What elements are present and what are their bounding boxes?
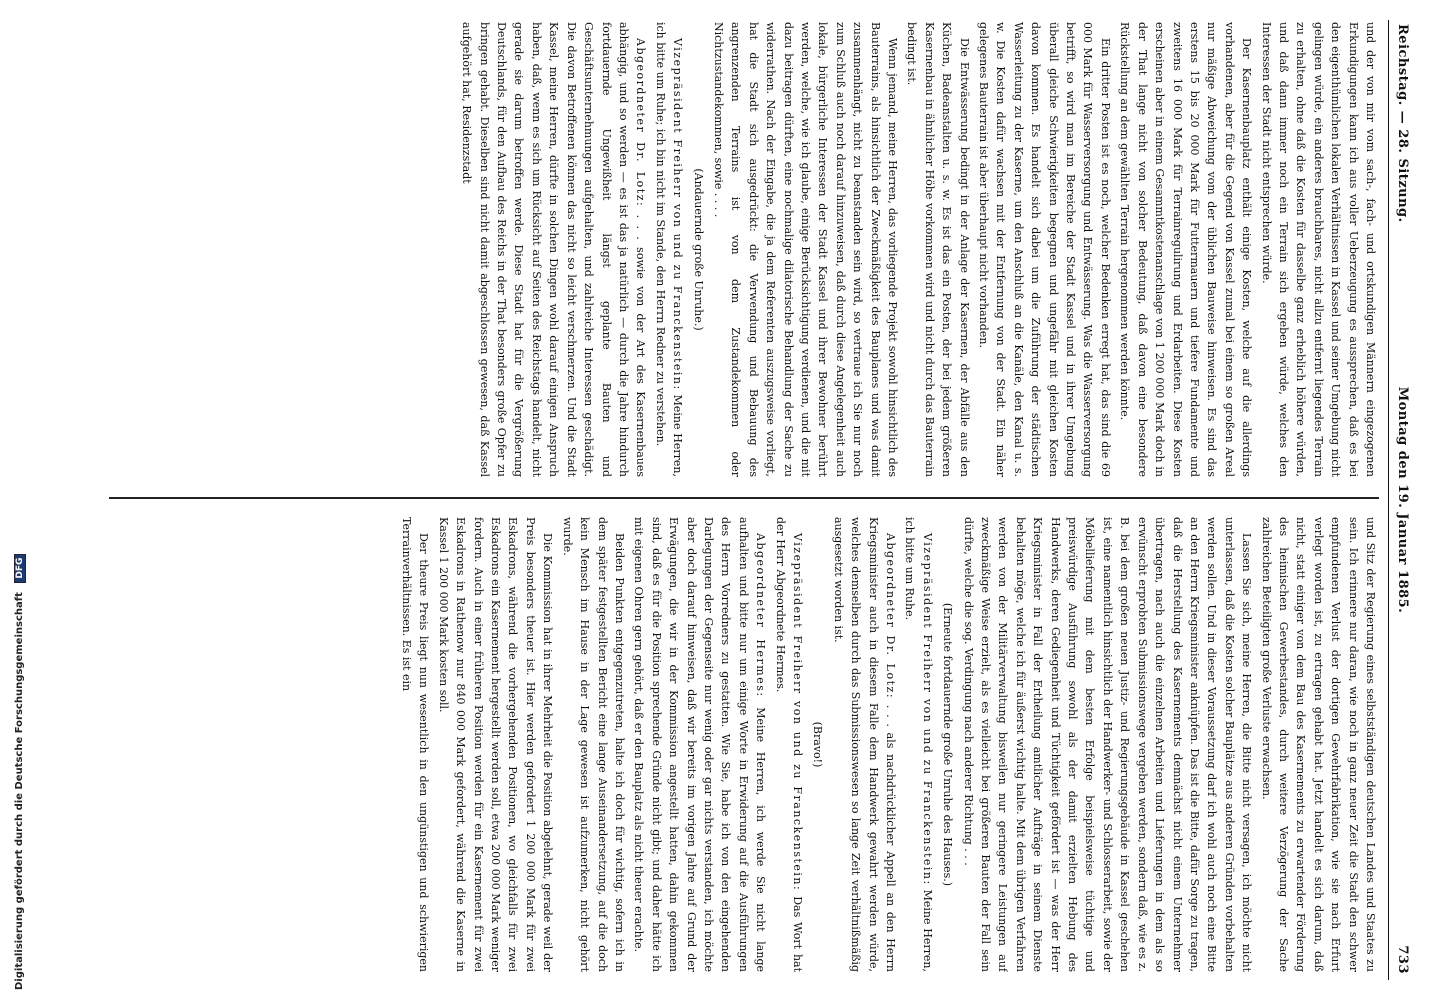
left-column	[109, 22, 1379, 477]
speech-text: . . . sowie von der Art des Kasernenbaues abhängig, und so werden — es ist das ja natürlich — durch die Jahre hindurch fortdauernde Ungewißheit längst geplante Bauten und Geschäftsunternehmungen aufgehalten, und zahlreiche Interessen geschädigt. Die davon Betroffenen können das nicht so leicht verschmerzen. Und die Stadt Kassel, meine Herren, dürfte in solchen Dingen wohl darauf einigen Anspruch haben, daß, wenn es sich um Rücksicht auf Seiten des Reichstags handelt, nicht gerade sie darum betroffen werde. Diese Stadt hat für die Vergrößerung Deutschlands, für den Aufbau des Reichs in der That besonders große Opfer zu bringen gehabt. Dieselben sind nicht damit abgeschlossen gewesen, daß Kassel aufgehört hat, Residenzstadt	[460, 22, 648, 477]
speaker-paragraph	[901, 517, 936, 972]
speaker-label: Vizepräsident Freiherr von und zu Franckenstein:	[671, 38, 685, 391]
header-date: Montag den 19. Januar 1885.	[1395, 386, 1410, 614]
paragraph: Der theure Preis liegt nun wesentlich in den ungünstigen und schwierigen Terrainverhältnissen. Es ist ein	[400, 517, 431, 972]
paragraph: und der von mir vom sach-, fach- und ortskundigen Männern eingezogenen Erkundigungen kann ich aus voller Ueberzeugung es aussprechen, daß es bei den eigenthümlichen lokalen Verhältnissen in Kassel und seiner Umgebung nicht gelingen würde, ein anderes brauchbares, nicht allzu entfernt liegendes Terrain zu erhalten, ohne daß die Kosten für dasselbe ganz erheblich höhere würden, und daß dann immer noch ein Terrain sich ergeben würde, welches den Interessen der Stadt nicht entsprechen würde.	[1259, 22, 1377, 477]
page-header	[1388, 20, 1415, 980]
speech-text: Meine Herren, ich werde Sie nicht lange aufhalten und bitte nur um einige Worte in Erwiderung auf die Ausführungen des Herrn Vorredners zu gestatten. Wie Sie, habe ich von den eingehenden Darlegungen der Gegenseite nur wenig oder gar nichts verstanden, ich möchte aber doch darauf hinweisen, daß wir bereits im vorigen Jahre auf Grund der Erwägungen, die wir in der Kommission angestellt hatten, dahin gekommen sind, daß es für die Position sprechende Gründe nicht gibt; und daher hätte ich mit eigenen Ohren gern gehört, daß er den Bauplatz als nicht theuer erachte.	[632, 517, 768, 972]
speaker-label: Vizepräsident Freiherr von und zu Franckenstein:	[920, 533, 934, 886]
speaker-label: Abgeordneter Hermes:	[754, 533, 768, 698]
speaker-paragraph	[771, 517, 806, 972]
speaker-label: Abgeordneter Dr. Lotz:	[884, 533, 898, 700]
paragraph: Der Kasernenbauplatz enthält einige Kosten, welche auf die allerdings vorhandenen, aber für die Gegend von Kassel zumal bei einem so großen Areal nur mäßige Abweichung vom der üblichen Bauweise hinweisen. Es sind das erstens 15 bis 20 000 Mark für Futtermauern und tiefere Fundamente und zweitens 16 000 Mark für Terrainregulirung und Erdarbeiten. Diese Kosten erscheinen aber in einem Gesammtkostenanschlage von 1 200 000 Mark doch in der That lange nicht von solcher Bedeutung, daß davon eine besondere Rückstellung an dem gewählten Terrain hergenommen werden könnte.	[1118, 22, 1254, 477]
right-column	[109, 517, 1379, 972]
speaker-paragraph	[829, 517, 899, 972]
dfg-logo: DFG	[14, 554, 26, 583]
speaker-paragraph	[630, 517, 769, 972]
stage-direction: (Andauernde große Unruhe.)	[691, 168, 705, 331]
paragraph: Die Entwässerung bedingt in der Anlage der Kasernen, der Abfälle aus den Küchen, Badeanstalten u. s. w. Es ist das ein Posten, der bei jedem größeren Kasernenbau in ähnlicher Höhe vorkommen wird und nicht durch das Bauterrain bedingt ist.	[905, 22, 971, 477]
footer-text-wrapper	[14, 40, 26, 990]
speech-text: Meine Herren, ich bitte um Ruhe; ich bin nicht im Stande, den Herrn Redner zu verstehen.	[653, 22, 685, 477]
paragraph: Lassen Sie sich, meine Herren, die Bitte nicht versagen, ich möchte nicht unterlassen, daß die Kosten solcher Bauplätze aus anderen Gründen vorbehalten werden sollen. Und in dieser Voraussetzung darf ich wohl auch noch eine Bitte an den Herrn Kriegsminister anknüpfen. Das ist die Bitte, dafür Sorge zu tragen, daß die Herstellung des Kasernements demnächst nicht einem Unternehmer übertragen, nach auch die einzelnen Arbeiten und Lieferungen in dem als so erwünscht erprobten Submissionswege vergeben werden, sondern daß, wie es z. B. bei dem großen neuen Justiz- und Regierungsgebäude in Kassel geschehen ist, eine namentlich hinsichtlich der Handwerker- und Schlosserarbeit, sowie der Möbellieferung mit dem besten Erfolge beispielsweise tüchtige und preiswürdige Ausführung sowohl als der damit erzielten Hebung des Handwerks, deren Gediegenheit und Tüchtigkeit gefördert ist — was der Herr Kriegsminister in Fall der Ertheilung amtlicher Aufträge in seinem Dienste behalten möge, welche ich für äußerst wichtig halte. Mit dem übrigen Verfahren werden von der Militärverwaltung bisweilen nur geringere Leistungen auf zweckmäßige Weise erzielt, als es vielleicht bei größeren Bauten der Fall sein dürfte, welche die sog. Verdingung nach anderer Richtung . . .	[961, 517, 1254, 972]
column-divider	[109, 497, 1379, 499]
paragraph: Wenn jemand, meine Herren, das vorliegende Projekt sowohl hinsichtlich des Bauterrains, als hinsichtlich der Zweckmäßigkeit des Bauplanes und was damit zusammenhängt, nicht zu beanstanden sein wird, so vertraue ich Sie nur noch zum Schluß auch noch darauf hinzuweisen, daß durch diese Angelegenheit auch lokale, bürgerliche Interessen der Stadt Kassel und ihrer Bewohner berührt werden, welche, wie ich glaube, einige Berücksichtigung verdienen, und die mit dazu beitragen dürften, eine nochmalige dilatorische Behandlung der Sache zu widerrathen. Nach der Eingabe, die ja dem Referenten auszugsweise vorliegt, hat die Stadt sich ausgedrückt: die Verwendung und Bebauung des angrenzenden Terrains ist von dem Zustandekommen oder Nichtzustandekommen, sowie . . . .	[711, 22, 900, 477]
speaker-label: Abgeordneter Dr. Lotz:	[634, 38, 648, 208]
page-number: 733	[1395, 945, 1410, 974]
speaker-paragraph	[458, 22, 649, 477]
rotated-sheet	[85, 20, 1415, 980]
footer-text: Digitalisierung gefördert durch die Deutsche Forschungsgemeinschaft	[14, 592, 25, 990]
speaker-paragraph	[651, 22, 686, 477]
stage-direction: (Erneute fortdauernde große Unruhe des Hauses.)	[941, 602, 955, 887]
paragraph: und Sitz der Regierung eines selbstständigen deutschen Landes und Staates zu sein. Ich erinnere nur daran, wie noch in ganz neuer Zeit die Stadt den schwer empfundenen Verlust der dortigen Gewehrfabrikation, wie sie nach Erfurt verlegt worden ist, zu ertragen gehabt hat. Jetzt handelt es sich darum, daß nicht, statt einiger von dem Bau des Kasernements zu erwartender Förderung des heimischen Gewerbestandes, durch weitere Verzögerung der Sache zahlreichen Beteiligten große Verluste erwachsen.	[1259, 517, 1377, 972]
stage-direction: (Bravo!)	[811, 721, 825, 768]
header-left: Reichstag. — 28. Sitzung.	[1395, 24, 1410, 223]
paragraph: Ein dritter Posten ist es noch, welcher Bedenken erregt hat, das sind die 69 000 Mark für Wasserversorgung und Entwässerung. Was die Wasserversorgung betrifft, so wird man im Bereiche der Stadt Kassel und in ihrer Umgebung überall gleiche Schwierigkeiten begegnen und ungefähr mit gleichen Kosten davon kommen. Es handelt sich dabei um die Zuführung der städtischen Wasserleitung zu der Kaserne, um den Anschluß an die Kanäle, den Kanal u. s. w. Die Kosten dafür wachsen mit der Entfernung von der Stadt. Ein näher gelegenes Bauterrain ist aber überhaupt nicht vorhanden.	[977, 22, 1112, 477]
speech-text: Meine Herren, ich bitte um Ruhe.	[903, 517, 934, 972]
speech-text: Das Wort hat der Herr Abgeordnete Hermes.	[773, 517, 804, 972]
digitization-footer	[14, 40, 30, 990]
speaker-label: Vizepräsident Freiherr von und zu Franckenstein:	[791, 533, 804, 892]
paragraph: Die Kommission hat in ihrer Mehrheit die Position abgelehnt, gerade weil der Preis besonders theuer ist. Hier werden gefordert 1 200 000 Mark für zwei Eskadrons, während die vorhergehenden Positionen, wo gleichfalls für zwei Eskadrons ein Kasernement hergestellt werden soll, etwa 200 000 Mark weniger fordern. Auch in einer früheren Position werden für ein Kasernement für zwei Eskadrons in Rathenow nur 840 000 Mark gefordert, während die Kaserne in Kassel 1 200 000 Mark kosten soll.	[436, 517, 555, 972]
speech-text: . . . als nachdrücklicher Appell an den Herrn Kriegsminister auch in diesem Falle dem Handwerk gewahrt werden würde, welches demselben durch das Submissionswesen so lange Zeit verhältnißmäßig ausgesetzt worden ist.	[831, 517, 898, 972]
paragraph: Beiden Punkten entgegenzutreten, halte ich doch für wichtig, sofern ich in dem später festgestellten Bericht eine lange Auseinandersetzung, auf die doch kein Mensch im Hause in der Lage gewesen ist aufzumerken, nicht gehört wurde.	[560, 517, 626, 972]
